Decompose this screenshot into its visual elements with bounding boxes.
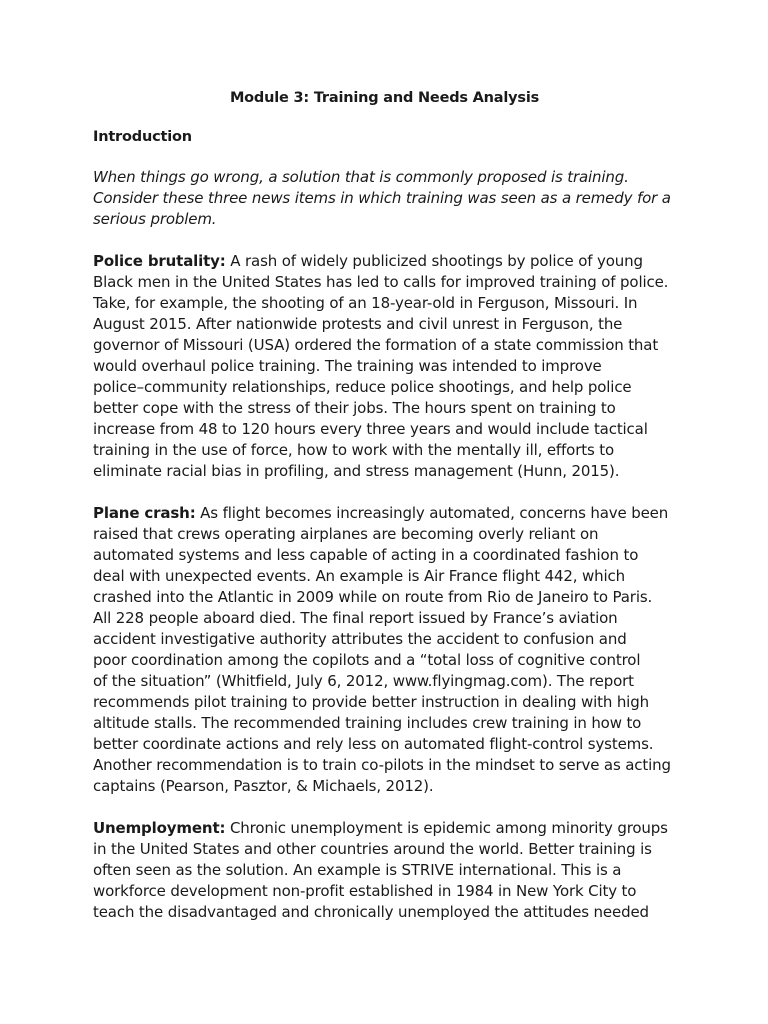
paragraph-line: raised that crews operating airplanes are becoming overly reliant on xyxy=(93,525,599,543)
paragraph-unemployment xyxy=(93,818,676,923)
paragraph-line xyxy=(93,251,676,272)
paragraph-line: Black men in the United States has led to calls for improved training of police. xyxy=(93,273,669,291)
paragraph-line: eliminate racial bias in profiling, and stress management (Hunn, 2015). xyxy=(93,462,620,480)
intro-paragraph xyxy=(93,167,676,230)
paragraph-line: automated systems and less capable of acting in a coordinated fashion to xyxy=(93,546,639,564)
paragraph-line: All 228 people aboard died. The final report issued by France’s aviation xyxy=(93,609,618,627)
paragraph-line: often seen as the solution. An example is STRIVE international. This is a xyxy=(93,861,622,879)
paragraph-line: accident investigative authority attributes the accident to confusion and xyxy=(93,630,627,648)
paragraph-line xyxy=(93,818,676,839)
paragraph-police-brutality xyxy=(93,251,676,482)
paragraph-line: teach the disadvantaged and chronically unemployed the attitudes needed xyxy=(93,903,649,921)
document-title: Module 3: Training and Needs Analysis xyxy=(229,90,540,106)
paragraph-text: As flight becomes increasingly automated, concerns have been xyxy=(195,504,669,522)
paragraph-plane-crash xyxy=(93,503,676,797)
paragraph-line: deal with unexpected events. An example is Air France flight 442, which xyxy=(93,567,625,585)
paragraph-line: poor coordination among the copilots and a “total loss of cognitive control xyxy=(93,651,641,669)
paragraph-line: altitude stalls. The recommended training includes crew training in how to xyxy=(93,714,642,732)
paragraph-line: recommends pilot training to provide better instruction in dealing with high xyxy=(93,693,649,711)
paragraph-line: governor of Missouri (USA) ordered the formation of a state commission that xyxy=(93,336,659,354)
paragraph-line: of the situation” (Whitfield, July 6, 2012, www.flyingmag.com). The report xyxy=(93,672,634,690)
paragraph-line: would overhaul police training. The training was intended to improve xyxy=(93,357,602,375)
paragraph-lead: Unemployment: xyxy=(93,819,226,837)
section-heading: Introduction xyxy=(93,129,192,145)
paragraph-text: A rash of widely publicized shootings by police of young xyxy=(225,252,643,270)
paragraph-line: captains (Pearson, Pasztor, & Michaels, 2012). xyxy=(93,777,434,795)
intro-line: Consider these three news items in which training was seen as a remedy for a xyxy=(93,189,671,207)
paragraph-lead: Police brutality: xyxy=(93,252,226,270)
paragraph-line: in the United States and other countries around the world. Better training is xyxy=(93,840,652,858)
paragraph-line: Take, for example, the shooting of an 18-year-old in Ferguson, Missouri. In xyxy=(93,294,638,312)
paragraph-line: workforce development non-profit established in 1984 in New York City to xyxy=(93,882,637,900)
paragraph-line xyxy=(93,503,676,524)
intro-line: serious problem. xyxy=(93,210,217,228)
paragraph-line: increase from 48 to 120 hours every three years and would include tactical xyxy=(93,420,648,438)
intro-line: When things go wrong, a solution that is commonly proposed is training. xyxy=(93,168,629,186)
paragraph-line: August 2015. After nationwide protests and civil unrest in Ferguson, the xyxy=(93,315,623,333)
paragraph-line: training in the use of force, how to work with the mentally ill, efforts to xyxy=(93,441,614,459)
paragraph-line: police–community relationships, reduce police shootings, and help police xyxy=(93,378,632,396)
paragraph-text: Chronic unemployment is epidemic among minority groups xyxy=(225,819,668,837)
paragraph-line: Another recommendation is to train co-pilots in the mindset to serve as acting xyxy=(93,756,671,774)
paragraph-lead: Plane crash: xyxy=(93,504,196,522)
paragraph-line: better cope with the stress of their jobs. The hours spent on training to xyxy=(93,399,616,417)
paragraph-line: better coordinate actions and rely less on automated flight-control systems. xyxy=(93,735,654,753)
paragraph-line: crashed into the Atlantic in 2009 while on route from Rio de Janeiro to Paris. xyxy=(93,588,653,606)
